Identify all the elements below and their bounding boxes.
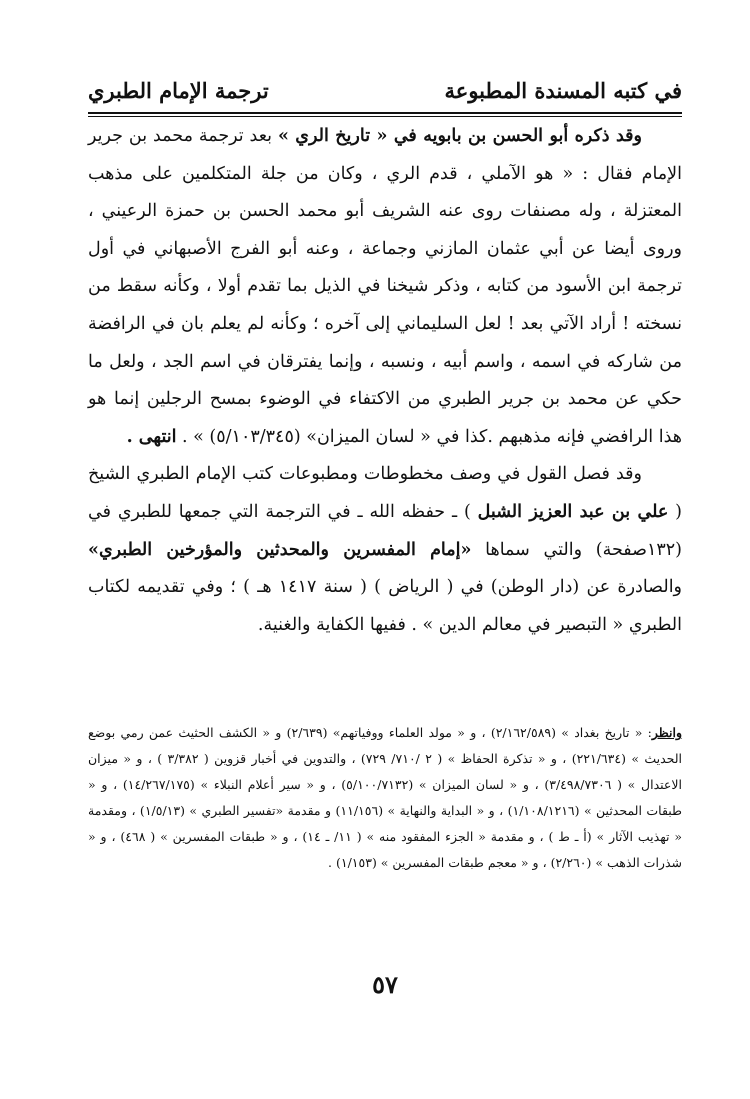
header-divider: [88, 112, 682, 117]
paragraph-ibn-babawayh: [88, 118, 682, 456]
paragraph-part-2: ) ـ حفظه الله ـ في الترجمة التي جمعها للطبري في (١٣٢صفحة) والتي سماها: [88, 501, 682, 560]
book-title: «إمام المفسرين والمحدثين والمؤرخين الطبري»: [88, 539, 472, 560]
paragraph-part-1: وقد فصل القول في وصف مخطوطات ومطبوعات كتب الإمام الطبري الشيخ (: [88, 464, 683, 522]
paragraph-end-mark: انتهى .: [126, 426, 177, 447]
footnote-body: : « تاريخ بغداد » (٢/١٦٢/٥٨٩) ، و « مولد العلماء ووفياتهم» (٢/٦٣٩) و « الكشف الحثيث عمن رمي بوضع الحديث » (٢٢١/٦٣٤) ، و « تذكرة الحفاظ » ( ٢ /٧١٠/ ٧٢٩) ، والتدوين في أخبار قزوين ( ٣/٣٨٢ ) ، و « ميزان الاعتدال » ( ٣/٤٩٨/٧٣٠٦) ، و « لسان الميزان » (٥/١٠٠/٧١٣٢) ، و « سير أعلام النبلاء » (١٤/٢٦٧/١٧٥) ، و « طبقات المحدثين » (١/١٠٨/١٢١٦) ، و « البداية والنهاية » (١١/١٥٦) و مقدمة «تفسير الطبري » (١/٥/١٣) ، ومقدمة « تهذيب الآثار » (أ ـ ط ) ، و مقدمة « الجزء المفقود منه » ( ١١/ ـ ١٤) ، و « طبقات المفسرين » ( ٤٦٨) ، و « شذرات الذهب » (٢/٢٦٠) ، و « معجم طبقات المفسرين » (١/١٥٣) .: [88, 725, 683, 870]
footnote: [88, 720, 682, 876]
author-name: علي بن عبد العزيز الشبل: [477, 501, 669, 522]
paragraph-part-3: والصادرة عن (دار الوطن) في ( الرياض ) ( سنة ١٤١٧ هـ ) ؛ وفي تقديمه لكتاب الطبري « التبصير في معالم الدين » . ففيها الكفاية والغنية.: [88, 577, 683, 635]
footnote-label: وانظر: [651, 725, 683, 740]
paragraph-shibl: [88, 456, 682, 644]
document-page: [88, 0, 682, 1099]
main-text: [88, 118, 682, 644]
header-section-title: ترجمة الإمام الطبري: [88, 77, 269, 103]
footnote-text: [88, 720, 682, 876]
header-book-title: في كتبه المسندة المطبوعة: [444, 77, 682, 103]
paragraph-lead: وقد ذكره أبو الحسن بن بابويه في « تاريخ الري »: [277, 126, 642, 146]
running-header: [88, 72, 682, 108]
paragraph-body: بعد ترجمة محمد بن جرير الإمام فقال : « هو الآملي ، قدم الري ، وكان من جلة المتكلمين على مذهب المعتزلة ، وله مصنفات روى عنه الشريف أبو محمد الحسن بن حمزة الرعيني ، وروى أيضا عن أبي عثمان المازني وجماعة ، وعنه أبو الفرج الأصبهاني في أول ترجمة ابن الأسود من كتابه ، وذكر شيخنا في الذيل بما تقدم أولا ، وكأنه سقط من نسخته ! أراد الآتي بعد ! لعل السليماني إلى آخره ؛ وكأنه لم يعلم بان في الرافضة من شاركه في اسمه ، واسم أبيه ، ونسبه ، وإنما يفترقان في اسم الجد ، ولعل ما حكي عن محمد بن جرير الطبري من الاكتفاء في الوضوء بمسح الرجلين إنما هو هذا الرافضي فإنه مذهبهم .كذا في « لسان الميزان» (٥/١٠٣/٣٤٥) » .: [88, 126, 682, 447]
page-number: ٥٧: [372, 970, 398, 999]
